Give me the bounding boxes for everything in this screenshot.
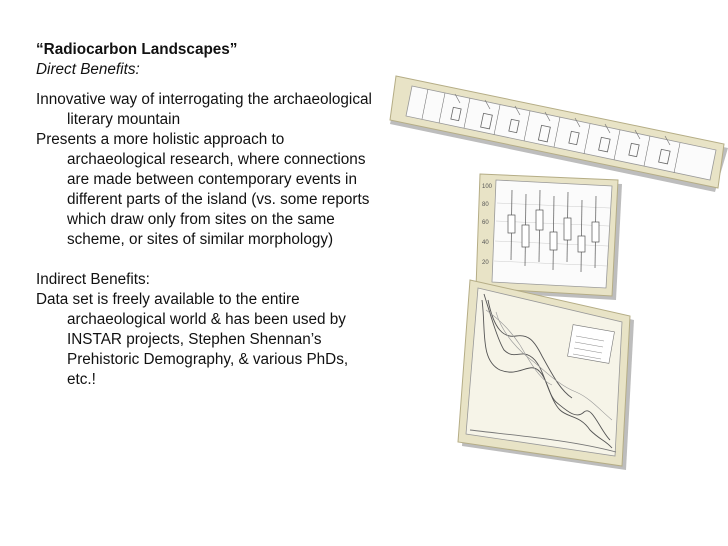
panel-2-tick-1: 100 — [482, 184, 493, 190]
panel-2-tick-5: 20 — [482, 260, 489, 266]
slide-title: “Radiocarbon Landscapes” — [36, 41, 238, 58]
panel-2-tick-3: 60 — [482, 220, 489, 226]
direct-benefit-1: Innovative way of interrogating the archaeological literary mountain — [36, 91, 372, 128]
direct-benefit-2: Presents a more holistic approach to archaeological research, where connections are made between contemporary events in different parts of the island (vs. some reports which draw only from sites on the same scheme, or sites of similar morphology) — [36, 131, 370, 248]
figure-panel-2 — [476, 174, 622, 300]
figure-panel-1 — [390, 76, 728, 192]
direct-benefits-heading: Direct Benefits: — [36, 61, 140, 78]
panel-2-tick-4: 40 — [482, 240, 489, 246]
panel-2-tick-2: 80 — [482, 202, 489, 208]
indirect-benefit-1: Data set is freely available to the entire archaeological world & has been used by INSTAR projects, Stephen Shennan’s Prehistoric Demography, & various PhDs, etc.! — [36, 291, 349, 388]
indirect-benefits-heading: Indirect Benefits: — [36, 271, 150, 288]
figure-panel-3 — [458, 280, 634, 470]
